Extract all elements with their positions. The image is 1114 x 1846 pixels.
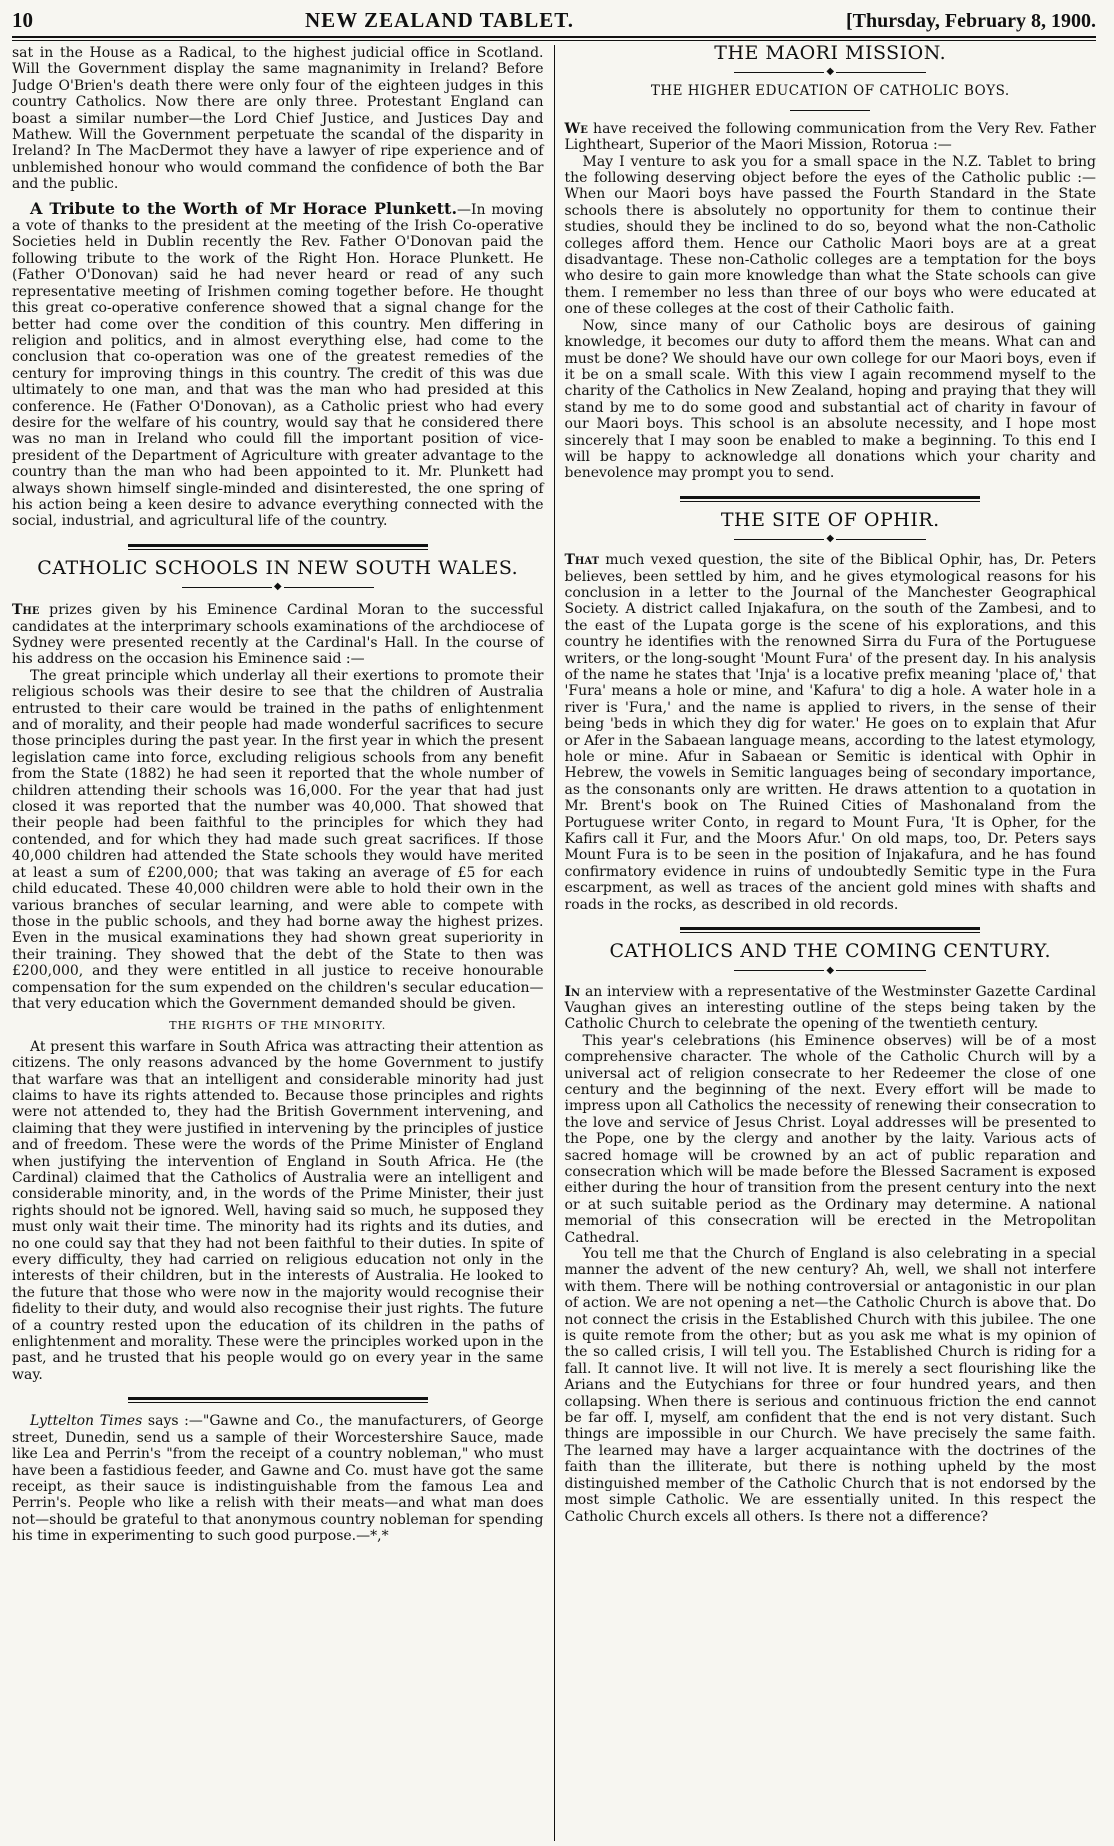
maori-paragraph: May I venture to ask you for a small space in the N.Z. Tablet to bring the following deserving object before the eyes of the Catholic public :—When our Maori boys have passed the Fourth Standard in the State schools there is absolutely no opportunity for them to continue their studies, should they be inclined to do so, beyond what the non-Catholic colleges afford them. Hence our Catholic Maori boys are at a great disadvantage. These non-Catholic colleges are a temptation for the boys who desire to gain more knowledge than what the State schools can give them. I remember no less than three of our boys who were educated at one of these colleges at the cost of their Catholic faith. bbox=[564, 153, 1096, 318]
masthead-rule bbox=[12, 36, 1096, 41]
diamond-icon: ◆ bbox=[273, 581, 282, 593]
page-number: 10 bbox=[12, 8, 33, 32]
ornament-rule bbox=[565, 67, 1097, 77]
ornament-rule bbox=[12, 582, 544, 592]
lyttelton-paragraph: Lyttelton Times says :—"Gawne and Co., the manufacturers, of George street, Dunedin, send us a sample of their Worcestershire Sauce, made like Lea and Perrin's "from the receipt of a country nobleman," who must have been a fastidious feeder, and Gawne and Co. must have got the same receipt, as their sauce is indistinguishable from the famous Lea and Perrin's. People who like a relish with their meats—and what man does not—should be grateful to that anonymous country nobleman for spending his time in experimenting to such good purpose.—*,* bbox=[12, 1413, 544, 1545]
continued-paragraph: sat in the House as a Radical, to the highest judicial office in Scotland. Will the Government display the same magnanimity in Ireland? Before Judge O'Brien's death there were only four of the eighteen judges in this country Catholics. Now there are only three. Protestant England can boast a similar number—the Lord Chief Justice, and Justices Day and Mathew. Will the Government perpetuate the scandal of the disparity in Ireland? In The MacDermot they have a lawyer of ripe experience and of unblemished honour who would command the confidence of both the Bar and the public. bbox=[12, 45, 544, 193]
ophir-heading: THE SITE OF OPHIR. bbox=[720, 508, 940, 531]
schools-intro: The prizes given by his Eminence Cardinal Moran to the successful candidates at the interprimary schools examinations of the archdiocese of Sydney were presented recently at the Cardinal's Hall. In the course of his address on the occasion his Eminence said :— bbox=[12, 602, 544, 668]
maori-paragraph: Now, since many of our Catholic boys are desirous of gaining knowledge, it becomes our duty to afford them the means. What can and must be done? We should have our own college for our Maori boys, even if it be on a small scale. With this view I again recommend myself to the charity of the Catholics in New Zealand, hoping and praying that they will stand by me to do some good and substantial act of charity in favour of our Maori boys. This school is an absolute necessity, and I hope most sincerely that I may soon be enabled to make a beginning. To this end I will be happy to acknowledge all donations which your charity and benevolence may prompt you to send. bbox=[564, 317, 1096, 482]
paper-title: NEW ZEALAND TABLET. bbox=[305, 8, 574, 32]
columns bbox=[12, 45, 1096, 1841]
issue-date: [Thursday, February 8, 1900. bbox=[845, 10, 1096, 32]
century-intro: In an interview with a representative of the Westminster Gazette Cardinal Vaughan gives an interesting outline of the steps being taken by the Catholic Church to celebrate the opening of the twentieth century. bbox=[564, 983, 1096, 1033]
maori-heading: THE MAORI MISSION. bbox=[714, 45, 947, 64]
century-paragraph: You tell me that the Church of England is also celebrating in a special manner the advent of the new century? Ah, well, we shall not interfere with them. There will be nothing controversial or antagonistic in our plan of action. We are not opening a net—the Catholic Church is above that. Do not connect the crisis in the Established Church with this jubilee. The one is quite remote from the other; but as you ask me what is my opinion of the so called crisis, I will tell you. The Established Church is riding for a fall. It cannot live. It will not live. It is merely a sect flourishing like the Arians and the Eutychians for three or four hundred years, and then collapsing. When there is serious and continuous friction the end cannot be far off. I, myself, am confident that the end is not very distant. Such things are impossible in our Church. We have precisely the same faith. The learned may have a larger acquaintance with the doctrines of the faith than the illiterate, but there is nothing upheld by the most distinguished member of the Catholic Church that is not endorsed by the most simple Catholic. We are essentially united. In this respect the Catholic Church excels all others. Is there not a difference? bbox=[564, 1246, 1096, 1525]
short-rule bbox=[790, 110, 870, 111]
right-column bbox=[554, 45, 1097, 1841]
century-paragraph: This year's celebrations (his Eminence observes) will be of a most comprehensive character. The whole of the Catholic Church will by a universal act of religion consecrate to her Redeemer the close of one century and the beginning of the next. Every effort will be made to impress upon all Catholics the necessity of renewing their consecration to the love and service of Jesus Christ. Loyal addresses will be presented to the Pope, one by the clergy and another by the laity. Various acts of sacred homage will be crowned by an act of public reparation and consecration which will be made before the Blessed Sacrament is exposed either during the hour of transition from the present century into the next or at such suitable period as the Ordinary may determine. A national memorial of this consecration will be erected in the Metropolitan Cathedral. bbox=[564, 1032, 1096, 1246]
left-column bbox=[12, 45, 554, 1841]
maori-subheading: THE HIGHER EDUCATION OF CATHOLIC BOYS. bbox=[650, 83, 1010, 100]
diamond-icon: ◆ bbox=[826, 533, 835, 545]
diamond-icon: ◆ bbox=[826, 964, 835, 976]
section-rule bbox=[680, 927, 980, 933]
section-rule bbox=[680, 496, 980, 502]
minority-paragraph: At present this warfare in South Africa was attracting their attention as citizens. The only reasons advanced by the home Government to justify that warfare was that an intelligent and considerable minority had just claims to have its rights attended to. Because those principles and rights were not attended to, they had the British Government intervening, and claiming that they were justified in intervening by the principles of justice and of freedom. These were the words of the Prime Minister of England when justifying the intervention of England in South Africa. He (the Cardinal) claimed that the Catholics of Australia were an intelligent and considerable minority, and, in the words of the Prime Minister, their just rights should not be ignored. Well, having said so much, he supposed they must only wait their time. The minority had its rights and its duties, and no one could say that they had not been faithful to their duties. In spite of every difficulty, they had carried on religious education not only in the interests of their children, but in the interests of Australia. He looked to the future that those who were now in the majority would recognise their fidelity to their duty, and would also recognise their just rights. The future of a country rested upon the education of its children in the paths of enlightenment and morality. These were the principles worked upon in the past, and he trusted that his people would go on every year in the same way. bbox=[12, 1038, 544, 1383]
ornament-rule bbox=[565, 966, 1097, 976]
century-heading: CATHOLICS AND THE COMING CENTURY. bbox=[609, 940, 1051, 963]
tribute-article bbox=[12, 198, 544, 530]
diamond-icon: ◆ bbox=[826, 66, 835, 78]
section-rule bbox=[128, 1397, 428, 1403]
maori-intro: We have received the following communication from the Very Rev. Father Lightheart, Superior of the Maori Mission, Rotorua :— bbox=[564, 120, 1096, 154]
ornament-rule bbox=[565, 534, 1097, 544]
schools-paragraph: The great principle which underlay all their exertions to promote their religious schools was their desire to see that the children of Australia entrusted to their care would be trained in the paths of enlightenment and of morality, and their people had made wonderful sacrifices to secure those principles during the past year. In the first year in which the present legislation came into force, excluding religious schools from any benefit from the State (1882) he had seen it reported that the whole number of children attending their schools was 16,000. For the year that had just closed it was reported that the number was 40,000. That showed that their people had been faithful to the principles for which they had contended, and for which they had made such great sacrifices. If those 40,000 children had attended the State schools they would have merited at least a sum of £200,000; that was taking an average of £5 for each child educated. These 40,000 children were able to hold their own in the various branches of secular learning, and were able to compete with those in the public schools, and they had borne away the highest prizes. Even in the musical examinations they had shown great superiority in their training. They showed that the debt of the State to then was £200,000, and they were entitled in all justice to receive honourable compensation for the sum expended on the children's secular education—that very education which the Government demanded should be given. bbox=[12, 667, 544, 1012]
schools-heading: CATHOLIC SCHOOLS IN NEW SOUTH WALES. bbox=[37, 556, 519, 579]
masthead bbox=[12, 8, 1096, 34]
tribute-text: —In moving a vote of thanks to the president at the meeting of the Irish Co-operative Societies held in Dublin recently the Rev. Father O'Donovan paid the following tribute to the work of the Right Hon. Horace Plunkett. He (Father O'Donovan) said he had never heard or read of any such representative meeting of Irishmen coming together before. He thought this great co-operative conference showed that a signal change for the better had come over the condition of this country. Men differing in religion and politics, and in almost everything else, had come to the conclusion that co-operation was one of the greatest remedies of the century for improving things in this country. The credit of this was due ultimately to one man, and that was the man who had presided at this conference. He (Father O'Donovan), as a Catholic priest who had every desire for the welfare of his country, would say that he considered there was no man in Ireland who could fill the important position of vice-president of the Department of Agriculture with greater advantage to the country than the man who had been appointed to it. Mr. Plunkett had always shown himself single-minded and disinterested, the one spring of his action being a keen desire to advance everything connected with the social, industrial, and agricultural life of the country. bbox=[12, 201, 544, 530]
section-rule bbox=[128, 544, 428, 550]
ophir-paragraph: That much vexed question, the site of the Biblical Ophir, has, Dr. Peters believes, been settled by him, and he gives etymological reasons for his conclusion in a letter to the Journal of the Manchester Geographical Society. A district called Injakafura, on the south of the Zambesi, and to the east of the Lupata gorge is the scene of his explorations, and this country he identifies with the renowned Sirra du Fura of the Portuguese writers, or the long-sought 'Mount Fura' of the present day. In his analysis of the name he states that 'Inja' is a locative prefix meaning 'place of,' that 'Fura' means a hole or mine, and 'Kafura' to dig a hole. A water hole in a river is 'Fura,' and the name is applied to rivers, in the sense of their being 'beds in which they dig for water.' He goes on to explain that Afur or Afer in the Sabaean language means, according to the latest etymology, hole or mine. Afur in Sabaean or Semitic is identical with Ophir in Hebrew, the vowels in Semitic languages being of secondary importance, as the consonants only are written. He draws attention to a quotation in Mr. Brent's book on The Ruined Cities of Mashonaland from the Portuguese writer Conto, in regard to Mount Fura, 'It is Opher, for the Kafirs call it Fur, and the Moors Afur.' On old maps, too, Dr. Peters says Mount Fura is to be seen in the position of Injakafura, and he has found confirmatory evidence in ruins of undoubtedly Semitic type in the Fura escarpment, as well as traces of the ancient gold mines with shafts and roads in the rocks, as described in old records. bbox=[564, 552, 1096, 913]
minority-heading: THE RIGHTS OF THE MINORITY. bbox=[169, 1019, 387, 1033]
tribute-title: A Tribute to the Worth of Mr Horace Plunkett. bbox=[30, 198, 458, 218]
